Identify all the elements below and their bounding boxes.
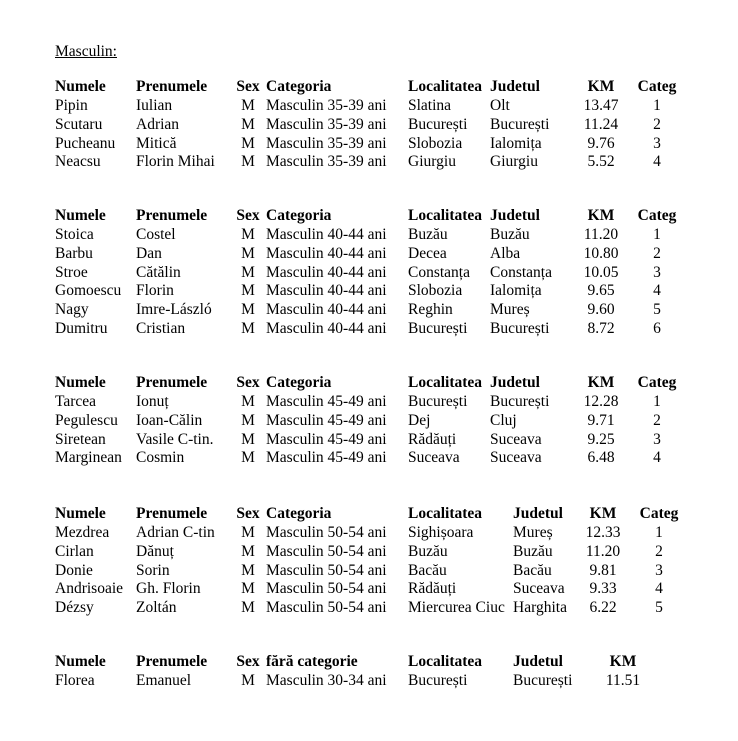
column-header: Prenumele: [136, 374, 208, 391]
table-cell: Iulian: [136, 96, 173, 114]
table-cell: București: [408, 392, 468, 410]
table-cell: București: [408, 115, 468, 133]
table-cell: Buzău: [408, 542, 448, 560]
table-cell: Slobozia: [408, 134, 463, 152]
column-header: Localitatea: [408, 505, 483, 522]
table-cell: Mureș: [513, 523, 553, 541]
column-header: fără categorie: [266, 653, 358, 670]
table-cell: Florin: [136, 282, 174, 300]
table-cell: 2: [653, 411, 661, 429]
table-cell: București: [513, 671, 573, 689]
column-header: Sex: [236, 207, 260, 224]
table-cell: Stoica: [55, 225, 94, 243]
table-cell: Siretean: [55, 430, 106, 448]
table-cell: Masculin 40-44 ani: [266, 301, 387, 319]
table-cell: M: [241, 225, 255, 243]
table-cell: Masculin 35-39 ani: [266, 96, 387, 114]
table-cell: Decea: [408, 244, 447, 262]
table-cell: Cristian: [136, 320, 186, 338]
table-cell: Zoltán: [136, 599, 177, 617]
table-cell: Dumitru: [55, 320, 108, 338]
table-cell: 9.76: [587, 134, 615, 152]
table-cell: 1: [653, 392, 661, 410]
table-cell: Masculin 45-49 ani: [266, 392, 387, 410]
table-cell: Masculin 40-44 ani: [266, 225, 387, 243]
table-cell: Nagy: [55, 301, 89, 319]
table-cell: Rădăuți: [408, 580, 457, 598]
table-cell: 8.72: [587, 320, 615, 338]
table-cell: 2: [655, 542, 663, 560]
table-cell: Giurgiu: [490, 153, 538, 171]
table-cell: Mureș: [490, 301, 530, 319]
table-cell: Pucheanu: [55, 134, 116, 152]
table-cell: Buzău: [408, 225, 448, 243]
column-header: Judetul: [513, 653, 563, 670]
table-cell: 13.47: [583, 96, 619, 114]
table-cell: 12.28: [583, 392, 619, 410]
table-cell: București: [490, 320, 550, 338]
table-cell: Ialomița: [490, 282, 542, 300]
column-header: Prenumele: [136, 653, 208, 670]
table-cell: Neacsu: [55, 153, 101, 171]
column-header: Sex: [236, 505, 260, 522]
table-cell: 3: [653, 134, 661, 152]
table-cell: 2: [653, 115, 661, 133]
table-cell: Masculin 35-39 ani: [266, 134, 387, 152]
table-cell: Cătălin: [136, 263, 181, 281]
table-cell: Ionuț: [136, 392, 169, 410]
table-cell: Cluj: [490, 411, 517, 429]
table-cell: 3: [655, 561, 663, 579]
table-cell: Masculin 40-44 ani: [266, 244, 387, 262]
table-cell: Gh. Florin: [136, 580, 201, 598]
table-cell: Suceava: [408, 449, 460, 467]
table-cell: M: [241, 580, 255, 598]
table-cell: Masculin 35-39 ani: [266, 115, 387, 133]
column-header: Localitatea: [408, 374, 483, 391]
table-cell: M: [241, 671, 255, 689]
table-cell: Masculin 50-54 ani: [266, 599, 387, 617]
table-cell: Pegulescu: [55, 411, 118, 429]
table-cell: 9.25: [587, 430, 615, 448]
table-cell: Ialomița: [490, 134, 542, 152]
column-header: Categ: [637, 78, 677, 95]
table-cell: Emanuel: [136, 671, 192, 689]
table-cell: 11.20: [585, 542, 621, 560]
table-cell: M: [241, 134, 255, 152]
column-header: Prenumele: [136, 78, 208, 95]
table-cell: 10.80: [583, 244, 619, 262]
table-cell: 4: [653, 449, 661, 467]
table-cell: București: [408, 320, 468, 338]
table-cell: Suceava: [490, 430, 542, 448]
results-table-5: [55, 653, 668, 691]
table-cell: Masculin 45-49 ani: [266, 430, 387, 448]
table-cell: Harghita: [513, 599, 567, 617]
table-cell: București: [408, 671, 468, 689]
table-cell: Sorin: [136, 561, 170, 579]
table-cell: Slatina: [408, 96, 452, 114]
results-table-3: [55, 374, 688, 468]
column-header: Categ: [637, 207, 677, 224]
table-cell: M: [241, 430, 255, 448]
table-cell: 11.24: [583, 115, 619, 133]
column-header: Prenumele: [136, 505, 208, 522]
table-cell: Cirlan: [55, 542, 94, 560]
table-cell: 9.60: [587, 301, 615, 319]
table-cell: M: [241, 561, 255, 579]
table-cell: Florea: [55, 671, 95, 689]
table-cell: Slobozia: [408, 282, 463, 300]
table-cell: Imre-László: [136, 301, 212, 319]
table-cell: Constanța: [490, 263, 552, 281]
table-cell: 6.48: [587, 449, 615, 467]
table-cell: M: [241, 599, 255, 617]
column-header: Categoria: [266, 505, 332, 522]
column-header: KM: [587, 374, 615, 391]
table-cell: 1: [653, 225, 661, 243]
table-cell: Ioan-Călin: [136, 411, 203, 429]
column-header: Localitatea: [408, 653, 483, 670]
column-header: Judetul: [513, 505, 563, 522]
results-table-1: [55, 78, 688, 172]
table-cell: Dan: [136, 244, 162, 262]
table-cell: Giurgiu: [408, 153, 456, 171]
table-cell: Florin Mihai: [136, 153, 215, 171]
table-cell: Constanța: [408, 263, 470, 281]
column-header: Categ: [639, 505, 679, 522]
column-header: Numele: [55, 207, 106, 224]
table-cell: M: [241, 96, 255, 114]
table-cell: Alba: [490, 244, 521, 262]
table-cell: 4: [655, 580, 663, 598]
table-cell: 5: [653, 301, 661, 319]
table-cell: Scutaru: [55, 115, 103, 133]
table-cell: Cosmin: [136, 449, 185, 467]
column-header: Sex: [236, 78, 260, 95]
table-cell: Pipin: [55, 96, 88, 114]
table-cell: M: [241, 153, 255, 171]
column-header: KM: [589, 505, 617, 522]
table-cell: Suceava: [513, 580, 565, 598]
table-cell: M: [241, 523, 255, 541]
table-cell: 6.22: [589, 599, 617, 617]
column-header: Numele: [55, 78, 106, 95]
table-cell: Suceava: [490, 449, 542, 467]
column-header: Localitatea: [408, 207, 483, 224]
column-header: Categoria: [266, 78, 332, 95]
table-cell: M: [241, 282, 255, 300]
table-cell: București: [490, 115, 550, 133]
table-cell: M: [241, 392, 255, 410]
column-header: Localitatea: [408, 78, 483, 95]
table-cell: Masculin 40-44 ani: [266, 320, 387, 338]
table-cell: 12.33: [585, 523, 621, 541]
table-cell: Masculin 40-44 ani: [266, 282, 387, 300]
column-header: Categ: [637, 374, 677, 391]
table-cell: 11.20: [583, 225, 619, 243]
table-cell: Tarcea: [55, 392, 97, 410]
column-header: Categoria: [266, 374, 332, 391]
table-cell: M: [241, 244, 255, 262]
table-cell: Masculin 45-49 ani: [266, 411, 387, 429]
table-cell: Andrisoaie: [55, 580, 124, 598]
table-cell: Rădăuți: [408, 430, 457, 448]
table-cell: Adrian C-tin: [136, 523, 215, 541]
table-cell: Masculin 40-44 ani: [266, 263, 387, 281]
column-header: KM: [609, 653, 637, 670]
column-header: Numele: [55, 374, 106, 391]
table-cell: 10.05: [583, 263, 619, 281]
table-cell: Dănuț: [136, 542, 174, 560]
results-table-2: [55, 207, 688, 339]
table-cell: 9.81: [589, 561, 617, 579]
table-cell: Masculin 45-49 ani: [266, 449, 387, 467]
table-cell: Adrian: [136, 115, 180, 133]
table-cell: 5.52: [587, 153, 615, 171]
table-cell: 11.51: [605, 671, 641, 689]
column-header: Judetul: [490, 207, 540, 224]
table-cell: M: [241, 411, 255, 429]
table-cell: Reghin: [408, 301, 453, 319]
table-cell: 6: [653, 320, 661, 338]
table-cell: Masculin 30-34 ani: [266, 671, 387, 689]
table-cell: București: [490, 392, 550, 410]
table-cell: Barbu: [55, 244, 93, 262]
table-cell: Dézsy: [55, 599, 94, 617]
column-header: Numele: [55, 505, 106, 522]
table-cell: Buzău: [490, 225, 530, 243]
table-cell: 9.65: [587, 282, 615, 300]
table-cell: 2: [653, 244, 661, 262]
table-cell: 5: [655, 599, 663, 617]
table-cell: Masculin 50-54 ani: [266, 542, 387, 560]
table-cell: Buzău: [513, 542, 553, 560]
table-cell: Mitică: [136, 134, 177, 152]
column-header: Judetul: [490, 374, 540, 391]
table-cell: Masculin 50-54 ani: [266, 523, 387, 541]
table-cell: Bacău: [513, 561, 552, 579]
table-cell: 1: [655, 523, 663, 541]
table-cell: 3: [653, 263, 661, 281]
table-cell: 9.71: [587, 411, 615, 429]
table-cell: M: [241, 301, 255, 319]
table-cell: Donie: [55, 561, 93, 579]
table-cell: M: [241, 449, 255, 467]
table-cell: M: [241, 320, 255, 338]
table-cell: Costel: [136, 225, 176, 243]
table-cell: Mezdrea: [55, 523, 110, 541]
column-header: Categoria: [266, 207, 332, 224]
column-header: KM: [587, 78, 615, 95]
table-cell: Stroe: [55, 263, 88, 281]
table-cell: Gomoescu: [55, 282, 122, 300]
column-header: Prenumele: [136, 207, 208, 224]
column-header: Numele: [55, 653, 106, 670]
table-cell: Miercurea Ciuc: [408, 599, 505, 617]
table-cell: Bacău: [408, 561, 447, 579]
table-cell: 1: [653, 96, 661, 114]
table-cell: Olt: [490, 96, 510, 114]
table-cell: Masculin 35-39 ani: [266, 153, 387, 171]
table-cell: 9.33: [589, 580, 617, 598]
table-cell: Masculin 50-54 ani: [266, 580, 387, 598]
results-table-4: [55, 505, 690, 618]
table-cell: Vasile C-tin.: [136, 430, 214, 448]
column-header: Sex: [236, 653, 260, 670]
table-cell: 3: [653, 430, 661, 448]
table-cell: Marginean: [55, 449, 122, 467]
table-cell: Masculin 50-54 ani: [266, 561, 387, 579]
table-cell: M: [241, 115, 255, 133]
column-header: KM: [587, 207, 615, 224]
table-cell: M: [241, 263, 255, 281]
table-cell: M: [241, 542, 255, 560]
table-cell: Sighișoara: [408, 523, 474, 541]
table-cell: 4: [653, 153, 661, 171]
document-title: Masculin:: [55, 43, 117, 60]
column-header: Sex: [236, 374, 260, 391]
column-header: Judetul: [490, 78, 540, 95]
table-cell: 4: [653, 282, 661, 300]
table-cell: Dej: [408, 411, 431, 429]
